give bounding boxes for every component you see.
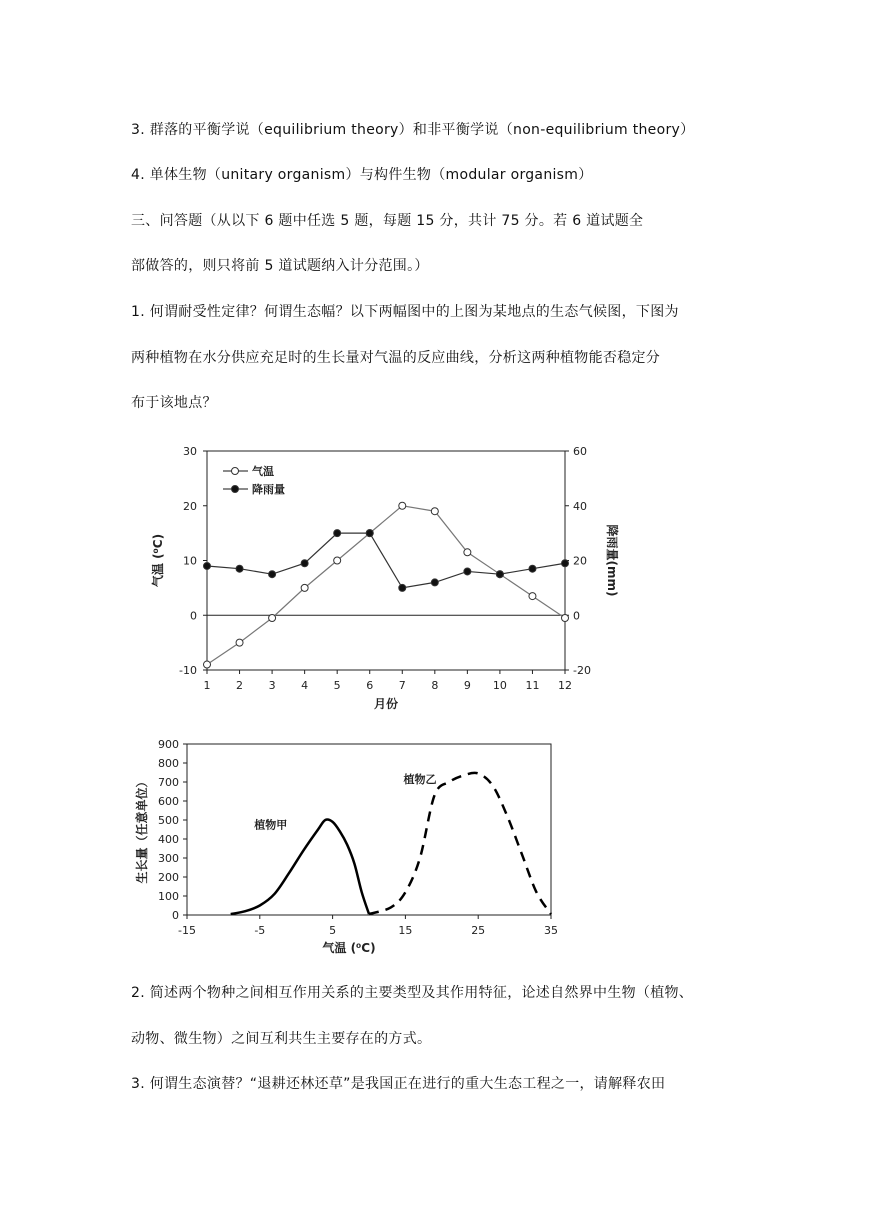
- x-tick-label: -15: [178, 924, 196, 937]
- rainfall-point: [464, 568, 471, 575]
- y-tick-label: 30: [183, 445, 197, 458]
- plant-a-label: 植物甲: [254, 818, 288, 832]
- x-tick-label: 7: [398, 679, 406, 692]
- series-line-temperature: [207, 506, 565, 665]
- x-tick-label: 5: [329, 924, 337, 937]
- text-line-1: 3. 群落的平衡学说（equilibrium theory）和非平衡学说（non-equilibrium theory）: [131, 122, 695, 138]
- x-tick-label: 12: [558, 679, 572, 692]
- x-axis-label: 月份: [373, 697, 399, 711]
- y-tick-label: 900: [158, 738, 179, 751]
- x-tick-label: 3: [268, 679, 276, 692]
- temperature-point: [529, 593, 536, 600]
- x-tick-label: -5: [254, 924, 266, 937]
- x-tick-label: 35: [544, 924, 558, 937]
- temperature-point: [301, 584, 308, 591]
- y-tick-label: 400: [158, 833, 179, 846]
- question-3: 3. 何谓生态演替？“退耕还林还草”是我国正在进行的重大生态工程之一，请解释农田: [131, 1076, 666, 1092]
- y-axis-label: 生长量（任意单位）: [135, 775, 149, 884]
- y-tick-label: 0: [172, 909, 179, 922]
- text-line-2: 4. 单体生物（unitary organism）与构件生物（modular organism）: [131, 167, 593, 183]
- x-axis-label: 气温 (⁰C): [322, 941, 376, 955]
- temperature-point: [334, 557, 341, 564]
- x-tick-label: 9: [463, 679, 471, 692]
- x-tick-label: 10: [492, 679, 507, 692]
- x-tick-label: 2: [236, 679, 244, 692]
- x-tick-label: 5: [333, 679, 341, 692]
- series-line-rainfall: [207, 533, 565, 588]
- rainfall-point: [562, 560, 569, 567]
- temperature-point: [431, 508, 438, 515]
- rainfall-point: [269, 571, 276, 578]
- y2-tick-label: 20: [573, 554, 587, 568]
- x-tick-label: 1: [203, 679, 211, 692]
- section-heading: 三、问答题（从以下 6 题中任选 5 题，每题 15 分，共计 75 分。若 6 道试题全: [131, 213, 644, 229]
- plot-frame: [187, 744, 551, 915]
- question-1: 1. 何谓耐受性定律？何谓生态幅？以下两幅图中的上图为某地点的生态气候图，下图为: [131, 304, 679, 320]
- rainfall-point: [431, 579, 438, 586]
- rainfall-point: [366, 530, 373, 537]
- plant-b-curve: [369, 773, 551, 914]
- plant-b-label: 植物乙: [403, 772, 437, 786]
- legend-label: 气温: [252, 465, 274, 478]
- y2-tick-label: 40: [573, 499, 587, 513]
- x-tick-label: 11: [525, 679, 540, 692]
- y-tick-label: 600: [158, 795, 179, 808]
- x-tick-label: 6: [366, 679, 374, 692]
- y-tick-label: 0: [190, 609, 197, 623]
- temperature-point: [204, 661, 211, 668]
- question-1-cont-1: 两种植物在水分供应充足时的生长量对气温的反应曲线，分析这两种植物能否稳定分: [131, 350, 661, 366]
- y-tick-label: 10: [183, 554, 197, 568]
- temperature-point: [464, 549, 471, 556]
- x-tick-label: 4: [301, 679, 309, 692]
- temperature-point: [562, 614, 569, 621]
- growth-chart: [130, 733, 570, 963]
- y-tick-label: 100: [158, 890, 179, 903]
- question-2: 2. 简述两个物种之间相互作用关系的主要类型及其作用特征，论述自然界中生物（植物、: [131, 985, 694, 1001]
- y-tick-label: 300: [158, 852, 179, 865]
- rainfall-point: [334, 530, 341, 537]
- section-heading-cont: 部做答的，则只将前 5 道试题纳入计分范围。）: [131, 258, 429, 274]
- y-tick-label: -10: [179, 664, 197, 677]
- y2-tick-label: 0: [573, 609, 580, 623]
- x-tick-label: 25: [471, 924, 486, 937]
- temperature-point: [269, 614, 276, 621]
- plant-a-curve: [231, 819, 369, 914]
- rainfall-point: [496, 571, 503, 578]
- y2-tick-label: -20: [573, 664, 591, 677]
- climate-chart: [140, 435, 620, 720]
- y-tick-label: 200: [158, 871, 179, 884]
- y2-tick-label: 60: [573, 445, 587, 458]
- legend-marker: [232, 486, 239, 493]
- legend-marker: [232, 468, 239, 475]
- temperature-point: [236, 639, 243, 646]
- temperature-point: [399, 502, 406, 509]
- y-axis-label: 气温 (⁰C): [151, 533, 165, 588]
- y-tick-label: 800: [158, 757, 179, 770]
- rainfall-point: [529, 565, 536, 572]
- x-tick-label: 8: [431, 679, 439, 692]
- y-tick-label: 700: [158, 776, 179, 789]
- rainfall-point: [301, 560, 308, 567]
- legend-label: 降雨量: [252, 483, 285, 496]
- question-2-cont: 动物、微生物）之间互利共生主要存在的方式。: [131, 1031, 432, 1047]
- rainfall-point: [236, 565, 243, 572]
- rainfall-point: [204, 562, 211, 569]
- rainfall-point: [399, 584, 406, 591]
- x-tick-label: 15: [398, 924, 413, 937]
- question-1-cont-2: 布于该地点？: [131, 395, 217, 411]
- y-tick-label: 500: [158, 814, 179, 827]
- y-tick-label: 20: [183, 499, 197, 513]
- y2-axis-label: 降雨量(mm): [605, 524, 619, 597]
